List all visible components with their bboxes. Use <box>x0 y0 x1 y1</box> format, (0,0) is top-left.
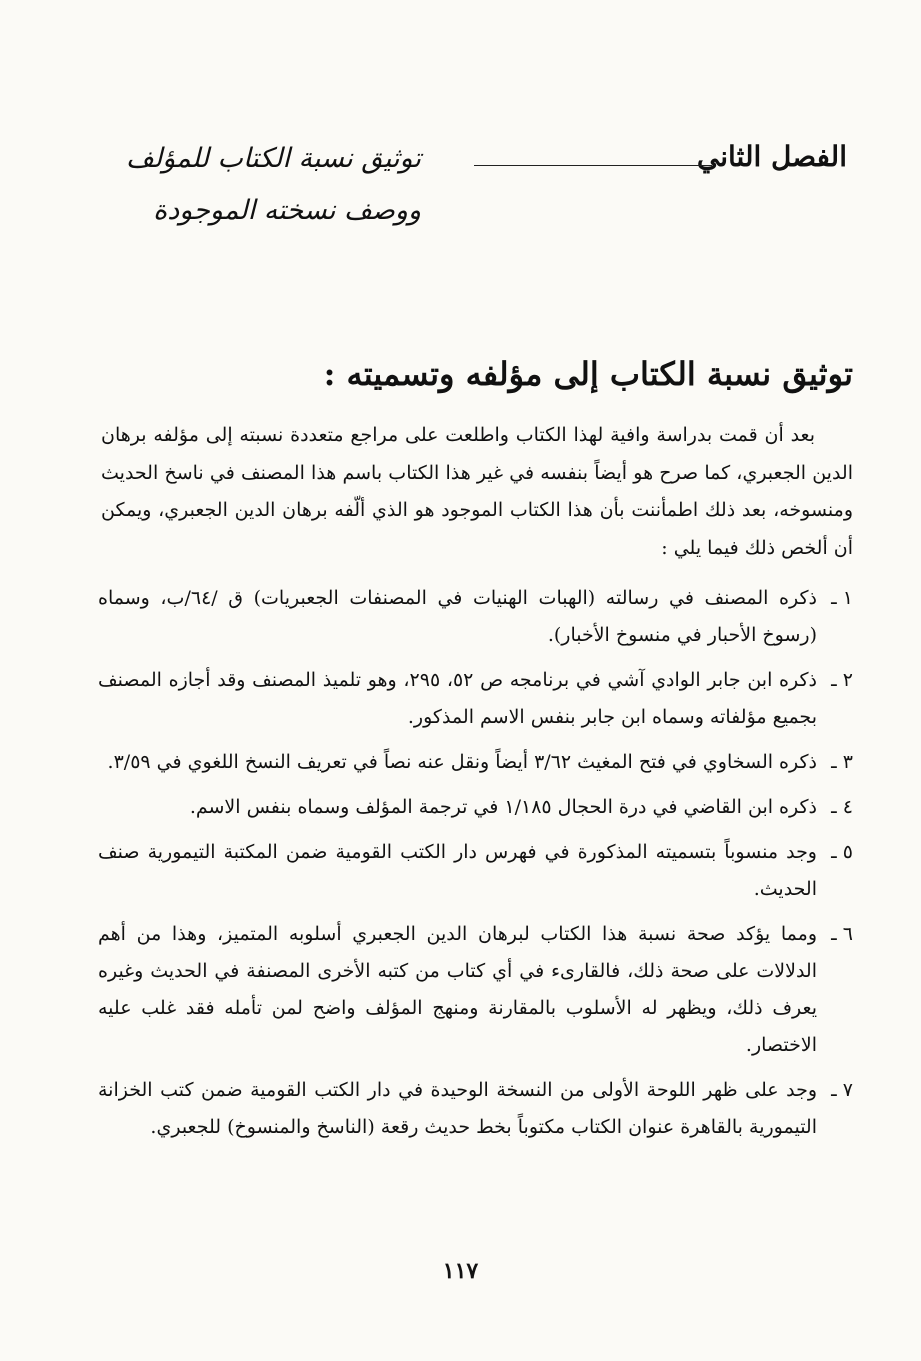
intro-paragraph: بعد أن قمت بدراسة وافية لهذا الكتاب واطلعت على مراجع متعددة نسبته إلى مؤلفه برهان الدين الجعبري، كما صرح هو أيضاً بنفسه في غير هذا الكتاب باسم هذا المصنف في ناسخ الحديث ومنسوخه، بعد ذلك اطمأننت بأن هذا الكتاب الموجود هو الذي ألّفه برهان الدين الجعبري، ويمكن أن ألخص ذلك فيما يلي : <box>101 424 853 559</box>
item-number: ٣ ـ <box>831 751 853 773</box>
item-number: ٦ ـ <box>831 923 853 945</box>
chapter-label: الفصل الثاني <box>696 140 847 173</box>
section-heading: توثيق نسبة الكتاب إلى مؤلفه وتسميته : <box>323 355 853 393</box>
item-text: وجد منسوباً بتسميته المذكورة في فهرس دار الكتب القومية ضمن المكتبة التيمورية صنف الحديث. <box>98 841 817 900</box>
page-number: ١١٧ <box>442 1258 479 1284</box>
item-text: ذكره ابن جابر الوادي آشي في برنامجه ص ٥٢، ٢٩٥، وهو تلميذ المصنف وقد أجازه المصنف بجميع مؤلفاته وسماه ابن جابر بنفس الاسم المذكور. <box>98 669 818 728</box>
list-item <box>98 744 853 781</box>
chapter-divider <box>474 165 712 166</box>
list-item <box>98 916 853 1064</box>
list-item <box>98 834 853 908</box>
item-number: ٧ ـ <box>831 1079 853 1101</box>
item-number: ٥ ـ <box>831 841 853 863</box>
item-number: ١ ـ <box>831 587 853 609</box>
list-item <box>98 1072 853 1146</box>
item-text: ومما يؤكد صحة نسبة هذا الكتاب لبرهان الدين الجعبري أسلوبه المتميز، وهذا من أهم الدلالات على صحة ذلك، فالقارىء في أي كتاب من كتبه الأخرى المصنفة في الحديث وغيره يعرف ذلك، ويظهر له الأسلوب بالمقارنة ومنهج المؤلف واضح لمن تأمله فقد غلب عليه الاختصار. <box>98 923 817 1056</box>
item-number: ٢ ـ <box>831 669 853 691</box>
chapter-title <box>41 133 421 237</box>
item-text: وجد على ظهر اللوحة الأولى من النسخة الوحيدة في دار الكتب القومية ضمن كتب الخزانة التيمورية بالقاهرة عنوان الكتاب مكتوباً بخط حديث رقعة (الناسخ والمنسوخ) للجعبري. <box>98 1079 817 1138</box>
list-item <box>98 662 853 736</box>
chapter-title-line-2: ووصف نسخته الموجودة <box>153 195 421 226</box>
item-number: ٤ ـ <box>831 796 853 818</box>
item-text: ذكره المصنف في رسالته (الهبات الهنيات في المصنفات الجعبريات) ق /٦٤/ب، وسماه (رسوخ الأحبار في منسوخ الأخبار). <box>98 587 817 646</box>
item-text: ذكره السخاوي في فتح المغيث ٣/٦٢ أيضاً ونقل عنه نصاً في تعريف النسخ اللغوي في ٣/٥٩. <box>107 751 817 773</box>
list-item <box>98 789 853 826</box>
evidence-list <box>98 580 853 1154</box>
item-text: ذكره ابن القاضي في درة الحجال ١/١٨٥ في ترجمة المؤلف وسماه بنفس الاسم. <box>189 796 817 818</box>
list-item <box>98 580 853 654</box>
chapter-title-line-1: توثيق نسبة الكتاب للمؤلف <box>126 143 421 174</box>
